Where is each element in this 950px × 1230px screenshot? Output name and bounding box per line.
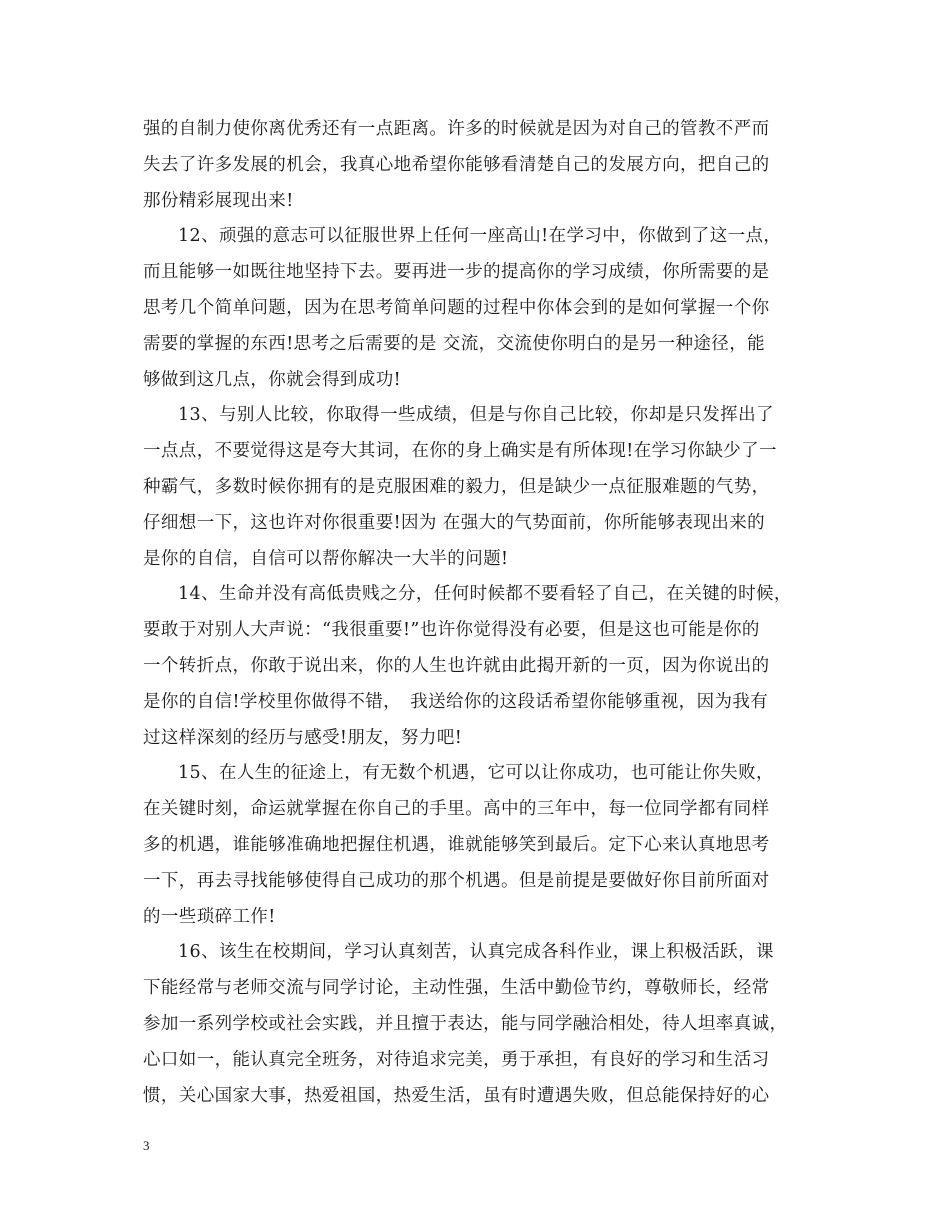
text-line: 心口如一，能认真完全班务，对待追求完美，勇于承担，有良好的学习和生活习 xyxy=(143,1049,770,1070)
text-line: 是你的自信，自信可以帮你解决一大半的问题! xyxy=(143,548,509,569)
text-line: 一点点，不要觉得这是夸大其词，在你的身上确实是有所体现!在学习你缺少了一 xyxy=(143,441,777,462)
text-line: 参加一系列学校或社会实践，并且擅于表达，能与同学融洽相处，待人坦率真诚， xyxy=(143,1013,788,1034)
text-line: 在关键时刻，命运就掌握在你自己的手里。高中的三年中，每一位同学都有同样 xyxy=(143,799,770,820)
text-line: 16、该生在校期间，学习认真刻苦，认真完成各科作业，课上积极活跃，课 xyxy=(178,942,774,963)
text-line: 14、生命并没有高低贵贱之分，任何时候都不要看轻了自己，在关键的时候， xyxy=(178,584,792,605)
text-line: 多的机遇，谁能够准确地把握住机遇，谁就能够笑到最后。定下心来认真地思考 xyxy=(143,834,770,855)
text-line: 那份精彩展现出来! xyxy=(143,190,294,211)
text-line: 一下，再去寻找能够使得自己成功的那个机遇。但是前提是要做好你目前所面对 xyxy=(143,870,770,891)
text-line: 是你的自信!学校里你做得不错， 我送给你的这段话希望你能够重视，因为我有 xyxy=(143,691,769,712)
text-line: 需要的掌握的东西!思考之后需要的是 交流，交流使你明白的是另一种途径，能 xyxy=(143,333,765,354)
text-line: 要敢于对别人大声说：“我很重要!”也许你觉得没有必要，但是这也可能是你的 xyxy=(143,620,760,641)
text-line: 而且能够一如既往地坚持下去。要再进一步的提高你的学习成绩，你所需要的是 xyxy=(143,262,770,283)
text-line: 仔细想一下，这也许对你很重要!因为 在强大的气势面前，你所能够表现出来的 xyxy=(143,512,765,533)
body-text xyxy=(143,112,823,1114)
text-line: 的一些琐碎工作! xyxy=(143,906,276,927)
text-line: 13、与别人比较，你取得一些成绩，但是与你自己比较，你却是只发挥出了 xyxy=(178,405,774,426)
text-line: 思考几个简单问题，因为在思考简单问题的过程中你体会到的是如何掌握一个你 xyxy=(143,297,770,318)
text-line: 下能经常与老师交流与同学讨论，主动性强，生活中勤俭节约，尊敬师长，经常 xyxy=(143,978,770,999)
text-line: 种霸气，多数时候你拥有的是克服困难的毅力，但是缺少一点征服难题的气势， xyxy=(143,476,770,497)
text-line: 强的自制力使你离优秀还有一点距离。许多的时候就是因为对自己的管教不严而 xyxy=(143,119,770,139)
text-line: 一个转折点，你敢于说出来，你的人生也许就由此揭开新的一页，因为你说出的 xyxy=(143,655,770,676)
text-line: 失去了许多发展的机会，我真心地希望你能够看清楚自己的发展方向，把自己的 xyxy=(143,154,770,175)
text-line: 过这样深刻的经历与感受!朋友，努力吧! xyxy=(143,727,463,748)
text-line: 惯，关心国家大事，热爱祖国，热爱生活，虽有时遭遇失败，但总能保持好的心 xyxy=(143,1085,770,1106)
page-number: 3 xyxy=(143,1138,150,1153)
text-line: 15、在人生的征途上，有无数个机遇，它可以让你成功，也可能让你失败， xyxy=(178,763,774,784)
text-line: 够做到这几点，你就会得到成功! xyxy=(143,369,402,390)
text-line: 12、顽强的意志可以征服世界上任何一座高山!在学习中，你做到了这一点， xyxy=(178,226,782,247)
